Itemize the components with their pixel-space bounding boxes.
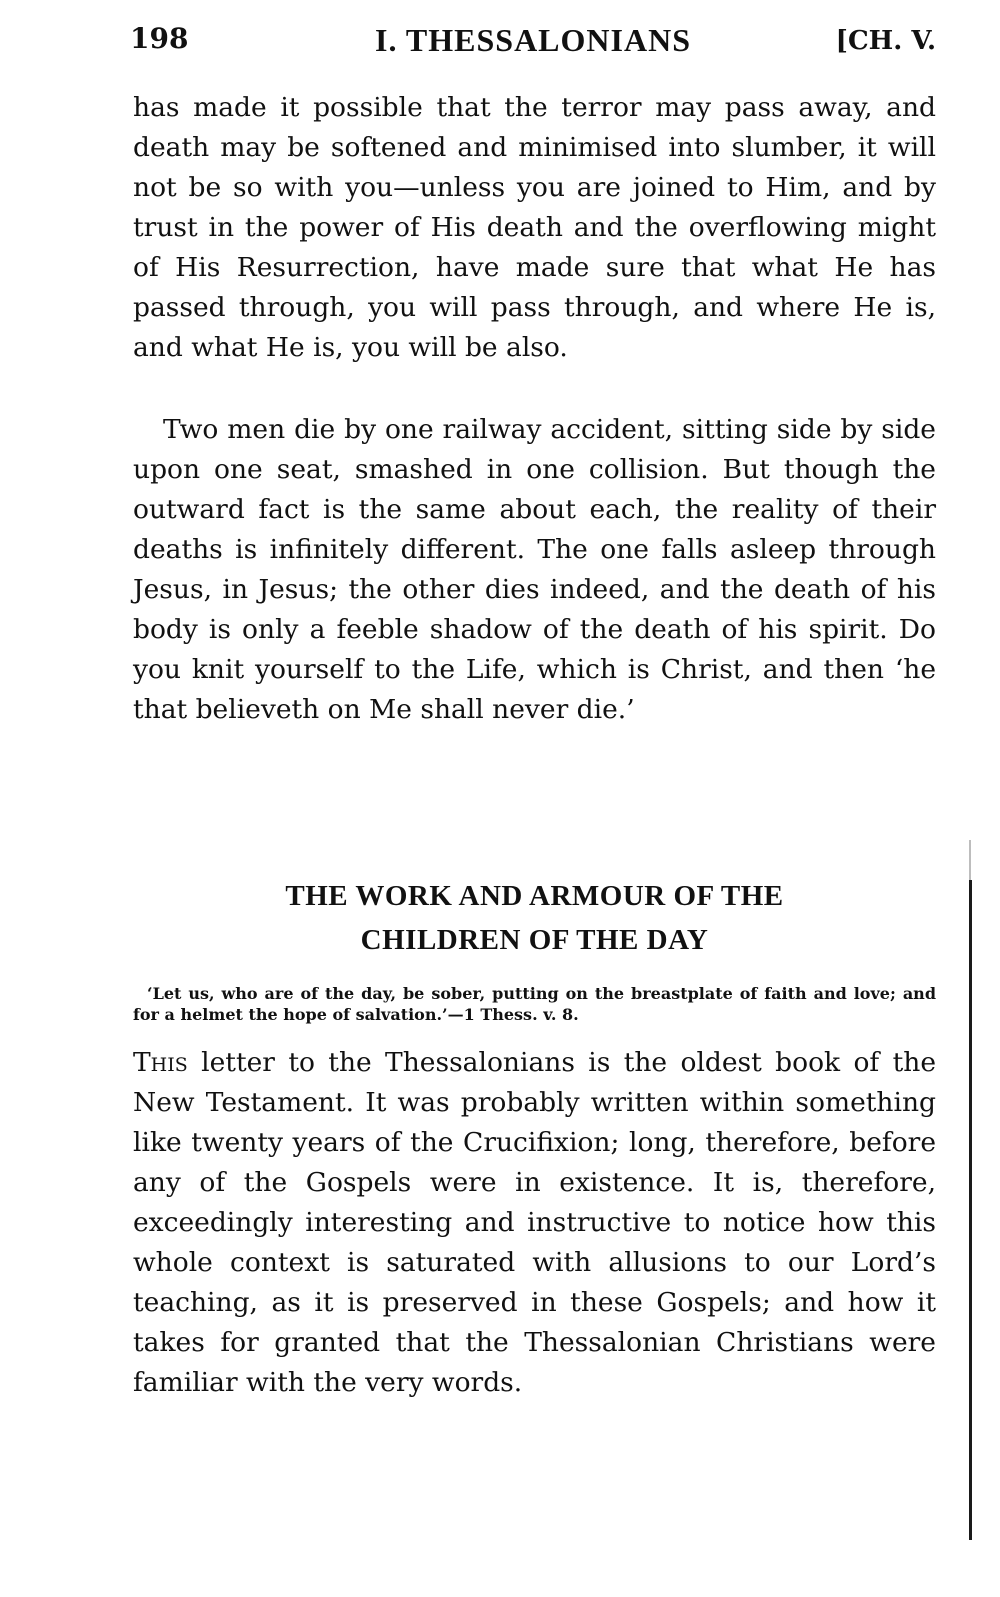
book-title: I. THESSALONIANS	[375, 22, 691, 58]
section-heading-line-2: CHILDREN OF THE DAY	[360, 924, 709, 956]
paragraph-thessalonians-letter	[133, 1043, 936, 1403]
paragraph-body: letter to the Thessalonians is the oldest book of the New Testament. It was probably written within something like twenty years of the Crucifixion; long, therefore, before any of the Gospels were in existence. It is, therefore, exceedingly interesting and instructive to notice how this whole context is saturated with allusions to our Lord’s teaching, as it is preserved in these Gospels; and how it takes for granted that the Thessalonian Christians were familiar with the very words.	[133, 1047, 936, 1398]
epigraph: ‘Let us, who are of the day, be sober, putting on the breastplate of faith and love; and for a helmet the hope of salvation.’—1 Thess. v. 8.	[133, 984, 936, 1024]
section-heading-line-1: THE WORK AND ARMOUR OF THE	[285, 880, 784, 912]
section-heading	[133, 874, 936, 962]
scan-edge-faint	[969, 840, 971, 880]
paragraph-continuation: has made it possible that the terror may pass away, and death may be softened and minimised into slumber, it will not be so with you—unless you are joined to Him, and by trust in the power of His death and the overflowing might of His Resurrection, have made sure that what He has passed through, you will pass through, and where He is, and what He is, you will be also.	[133, 92, 936, 363]
chapter-marker: [CH. V.	[835, 26, 936, 56]
paragraph-railway-accident: Two men die by one railway accident, sitting side by side upon one seat, smashed in one collision. But though the outward fact is the same about each, the reality of their deaths is infinitely different. The one falls asleep through Jesus, in Jesus; the other dies indeed, and the death of his body is only a feeble shadow of the death of his spirit. Do you knit yourself to the Life, which is Christ, and then ‘he that believeth on Me shall never die.’	[133, 414, 936, 725]
page-number: 198	[130, 22, 189, 55]
running-head	[130, 22, 936, 62]
opening-word: This	[133, 1047, 188, 1078]
scan-edge-line	[969, 880, 972, 1540]
